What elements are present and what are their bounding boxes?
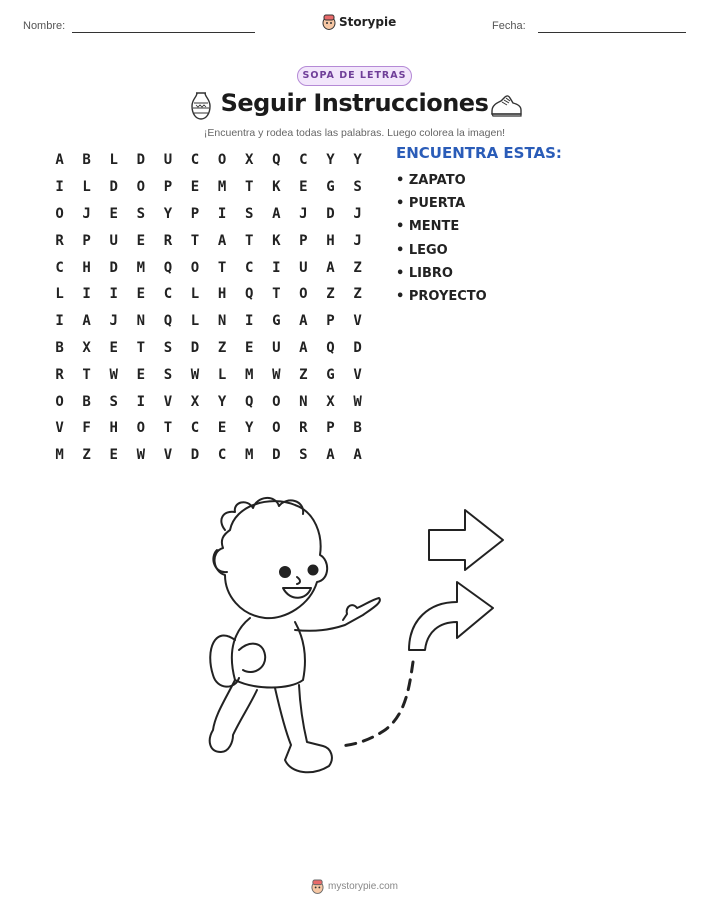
grid-letter[interactable]: S	[299, 447, 308, 464]
grid-letter[interactable]: D	[136, 152, 146, 169]
grid-letter[interactable]: Y	[163, 205, 173, 222]
grid-letter[interactable]: A	[272, 205, 281, 222]
grid-letter[interactable]: C	[163, 286, 173, 303]
grid-letter[interactable]: M	[136, 259, 146, 276]
grid-letter[interactable]: A	[299, 313, 308, 330]
grid-letter[interactable]: E	[190, 179, 200, 196]
grid-letter[interactable]: V	[163, 393, 173, 410]
grid-letter[interactable]: S	[163, 366, 173, 383]
grid-letter[interactable]: O	[55, 205, 64, 222]
grid-letter[interactable]: Q	[163, 259, 173, 276]
grid-letter[interactable]: E	[109, 447, 118, 464]
grid-letter[interactable]: M	[55, 447, 64, 464]
grid-letter[interactable]: E	[244, 339, 254, 356]
grid-letter[interactable]: A	[326, 259, 335, 276]
grid-letter[interactable]: Q	[244, 393, 254, 410]
grid-letter[interactable]: H	[109, 420, 118, 437]
grid-letter[interactable]: K	[272, 179, 281, 196]
grid-letter[interactable]: O	[136, 420, 146, 437]
grid-letter[interactable]: A	[299, 339, 308, 356]
grid-letter[interactable]: U	[163, 152, 173, 169]
grid-letter[interactable]: P	[163, 179, 173, 196]
grid-letter[interactable]: A	[326, 447, 335, 464]
grid-row	[46, 201, 371, 228]
grid-letter[interactable]: B	[353, 420, 362, 437]
grid-letter[interactable]: D	[353, 339, 362, 356]
grid-letter[interactable]: V	[55, 420, 64, 437]
grid-letter[interactable]: C	[244, 259, 254, 276]
grid-letter[interactable]: D	[272, 447, 281, 464]
grid-row	[46, 254, 371, 281]
grid-letter[interactable]: Z	[82, 447, 91, 464]
grid-row	[46, 281, 371, 308]
grid-letter[interactable]: T	[244, 179, 254, 196]
grid-row	[46, 388, 371, 415]
grid-letter[interactable]: E	[136, 286, 146, 303]
grid-row	[46, 415, 371, 442]
grid-letter[interactable]: A	[217, 232, 227, 249]
grid-letter[interactable]: I	[55, 313, 64, 330]
grid-letter[interactable]: P	[82, 232, 91, 249]
word-item: • MENTE	[396, 219, 460, 235]
grid-letter[interactable]: Y	[353, 152, 362, 169]
grid-letter[interactable]: T	[163, 420, 173, 437]
grid-letter[interactable]: U	[299, 259, 308, 276]
grid-letter[interactable]: D	[190, 339, 200, 356]
grid-letter[interactable]: A	[353, 447, 362, 464]
grid-letter[interactable]: X	[244, 152, 254, 169]
grid-letter[interactable]: L	[217, 366, 227, 383]
grid-letter[interactable]: E	[136, 232, 146, 249]
grid-letter[interactable]: S	[244, 205, 254, 222]
grid-letter[interactable]: Y	[244, 420, 254, 437]
grid-letter[interactable]: K	[272, 232, 281, 249]
grid-letter[interactable]: Y	[217, 393, 227, 410]
grid-letter[interactable]: T	[272, 286, 281, 303]
grid-letter[interactable]: O	[272, 420, 281, 437]
grid-row	[46, 335, 371, 362]
grid-letter[interactable]: R	[55, 366, 64, 383]
grid-letter[interactable]: T	[244, 232, 254, 249]
grid-letter[interactable]: L	[190, 313, 200, 330]
brand-logo	[322, 14, 396, 30]
arrow-right-icon	[429, 510, 503, 570]
grid-letter[interactable]: B	[55, 339, 64, 356]
grid-letter[interactable]: W	[136, 447, 146, 464]
brand-name: Storypie	[339, 15, 397, 29]
grid-letter[interactable]: S	[163, 339, 173, 356]
grid-letter[interactable]: D	[326, 205, 335, 222]
grid-letter[interactable]: I	[82, 286, 91, 303]
grid-letter[interactable]: J	[109, 313, 118, 330]
grid-letter[interactable]: H	[82, 259, 91, 276]
grid-letter[interactable]: A	[82, 313, 91, 330]
name-label: Nombre:	[23, 20, 66, 32]
grid-letter[interactable]: J	[353, 232, 362, 249]
grid-letter[interactable]: L	[190, 286, 200, 303]
grid-letter[interactable]: A	[55, 152, 64, 169]
grid-letter[interactable]: E	[109, 205, 118, 222]
grid-letter[interactable]: P	[326, 420, 335, 437]
grid-letter[interactable]: W	[190, 366, 200, 383]
date-label: Fecha:	[492, 20, 526, 32]
grid-letter[interactable]: D	[109, 179, 118, 196]
grid-letter[interactable]: G	[272, 313, 281, 330]
grid-letter[interactable]: C	[190, 420, 200, 437]
grid-letter[interactable]: R	[163, 232, 173, 249]
grid-letter[interactable]: N	[217, 313, 227, 330]
grid-letter[interactable]: T	[190, 232, 200, 249]
grid-letter[interactable]: O	[217, 152, 227, 169]
grid-letter[interactable]: X	[82, 339, 91, 356]
word-item: • LIBRO	[396, 265, 453, 281]
grid-letter[interactable]: Q	[163, 313, 173, 330]
grid-letter[interactable]: T	[82, 366, 91, 383]
grid-row	[46, 174, 371, 201]
grid-letter[interactable]: R	[55, 232, 64, 249]
grid-letter[interactable]: N	[136, 313, 146, 330]
grid-letter[interactable]: M	[217, 179, 227, 196]
grid-letter[interactable]: O	[299, 286, 308, 303]
grid-letter[interactable]: J	[353, 205, 362, 222]
footer-url[interactable]: mystorypie.com	[327, 881, 398, 892]
grid-row	[46, 308, 371, 335]
grid-letter[interactable]: C	[299, 152, 308, 169]
category-badge: SOPA DE LETRAS	[297, 66, 412, 86]
grid-letter[interactable]: I	[55, 179, 64, 196]
grid-letter[interactable]: Y	[326, 152, 335, 169]
grid-letter[interactable]: C	[217, 447, 227, 464]
grid-letter[interactable]: P	[326, 313, 335, 330]
grid-row	[46, 442, 371, 469]
grid-row	[46, 147, 371, 174]
grid-row	[46, 361, 371, 388]
grid-letter[interactable]: X	[190, 393, 200, 410]
word-list	[396, 172, 487, 311]
grid-letter[interactable]: Q	[326, 339, 335, 356]
grid-letter[interactable]: W	[353, 393, 362, 410]
grid-letter[interactable]: W	[109, 366, 118, 383]
curved-arrow-icon	[409, 582, 493, 650]
grid-letter[interactable]: G	[326, 366, 335, 383]
grid-letter[interactable]: L	[82, 179, 91, 196]
grid-letter[interactable]: D	[109, 259, 118, 276]
grid-letter[interactable]: J	[82, 205, 91, 222]
grid-letter[interactable]: M	[244, 447, 254, 464]
grid-letter[interactable]: H	[326, 232, 335, 249]
grid-letter[interactable]: W	[272, 366, 281, 383]
footer	[0, 879, 709, 894]
grid-letter[interactable]: G	[326, 179, 335, 196]
grid-letter[interactable]: M	[244, 366, 254, 383]
grid-letter[interactable]: T	[136, 339, 146, 356]
grid-letter[interactable]: I	[217, 205, 227, 222]
grid-letter[interactable]: O	[190, 259, 200, 276]
shoe-icon	[489, 93, 523, 119]
grid-letter[interactable]: F	[82, 420, 91, 437]
grid-letter[interactable]: R	[299, 420, 308, 437]
grid-letter[interactable]: I	[272, 259, 281, 276]
grid-letter[interactable]: D	[190, 447, 200, 464]
grid-letter[interactable]: B	[82, 152, 91, 169]
word-item: • LEGO	[396, 242, 448, 258]
grid-letter[interactable]: I	[109, 286, 118, 303]
grid-letter[interactable]: T	[217, 259, 227, 276]
word-item: • PROYECTO	[396, 288, 487, 304]
grid-letter[interactable]: Z	[353, 259, 362, 276]
grid-letter[interactable]: Z	[326, 286, 335, 303]
grid-letter[interactable]: V	[163, 447, 173, 464]
grid-letter[interactable]: N	[299, 393, 308, 410]
word-item: • PUERTA	[396, 196, 466, 212]
grid-letter[interactable]: P	[190, 205, 200, 222]
grid-letter[interactable]: Z	[299, 366, 308, 383]
grid-letter[interactable]: S	[109, 393, 118, 410]
grid-letter[interactable]: P	[299, 232, 308, 249]
grid-letter[interactable]: L	[55, 286, 64, 303]
grid-letter[interactable]: V	[353, 313, 362, 330]
name-line[interactable]	[72, 32, 255, 33]
grid-letter[interactable]: O	[136, 179, 146, 196]
grid-letter[interactable]: V	[353, 366, 362, 383]
storypie-mascot-icon	[322, 14, 336, 30]
grid-letter[interactable]: Z	[217, 339, 227, 356]
grid-letter[interactable]: C	[55, 259, 64, 276]
grid-letter[interactable]: H	[217, 286, 227, 303]
grid-letter[interactable]: E	[136, 366, 146, 383]
grid-letter[interactable]: O	[272, 393, 281, 410]
letter-grid[interactable]	[46, 147, 371, 469]
grid-letter[interactable]: I	[244, 313, 254, 330]
grid-letter[interactable]: E	[299, 179, 308, 196]
grid-letter[interactable]: B	[82, 393, 91, 410]
grid-letter[interactable]: C	[190, 152, 200, 169]
date-line[interactable]	[538, 32, 686, 33]
grid-letter[interactable]: O	[55, 393, 64, 410]
grid-letter[interactable]: U	[109, 232, 118, 249]
storypie-mascot-icon	[311, 879, 324, 894]
boy-following-arrows-illustration[interactable]	[195, 490, 515, 790]
page-title: Seguir Instrucciones	[220, 89, 489, 117]
grid-letter[interactable]: S	[353, 179, 362, 196]
word-item: • ZAPATO	[396, 173, 466, 188]
grid-letter[interactable]: I	[136, 393, 146, 410]
grid-letter[interactable]: Z	[353, 286, 362, 303]
grid-letter[interactable]: X	[326, 393, 335, 410]
grid-letter[interactable]: U	[272, 339, 281, 356]
grid-letter[interactable]: L	[109, 152, 118, 169]
grid-letter[interactable]: S	[136, 205, 146, 222]
grid-letter[interactable]: Q	[272, 152, 281, 169]
grid-letter[interactable]: J	[299, 205, 308, 222]
instructions-text: ¡Encuentra y rodea todas las palabras. Luego colorea la imagen!	[203, 127, 506, 139]
grid-letter[interactable]: Q	[244, 286, 254, 303]
grid-letter[interactable]: E	[217, 420, 227, 437]
grid-letter[interactable]: E	[109, 339, 118, 356]
grid-row	[46, 227, 371, 254]
word-list-heading: ENCUENTRA ESTAS:	[396, 144, 562, 162]
